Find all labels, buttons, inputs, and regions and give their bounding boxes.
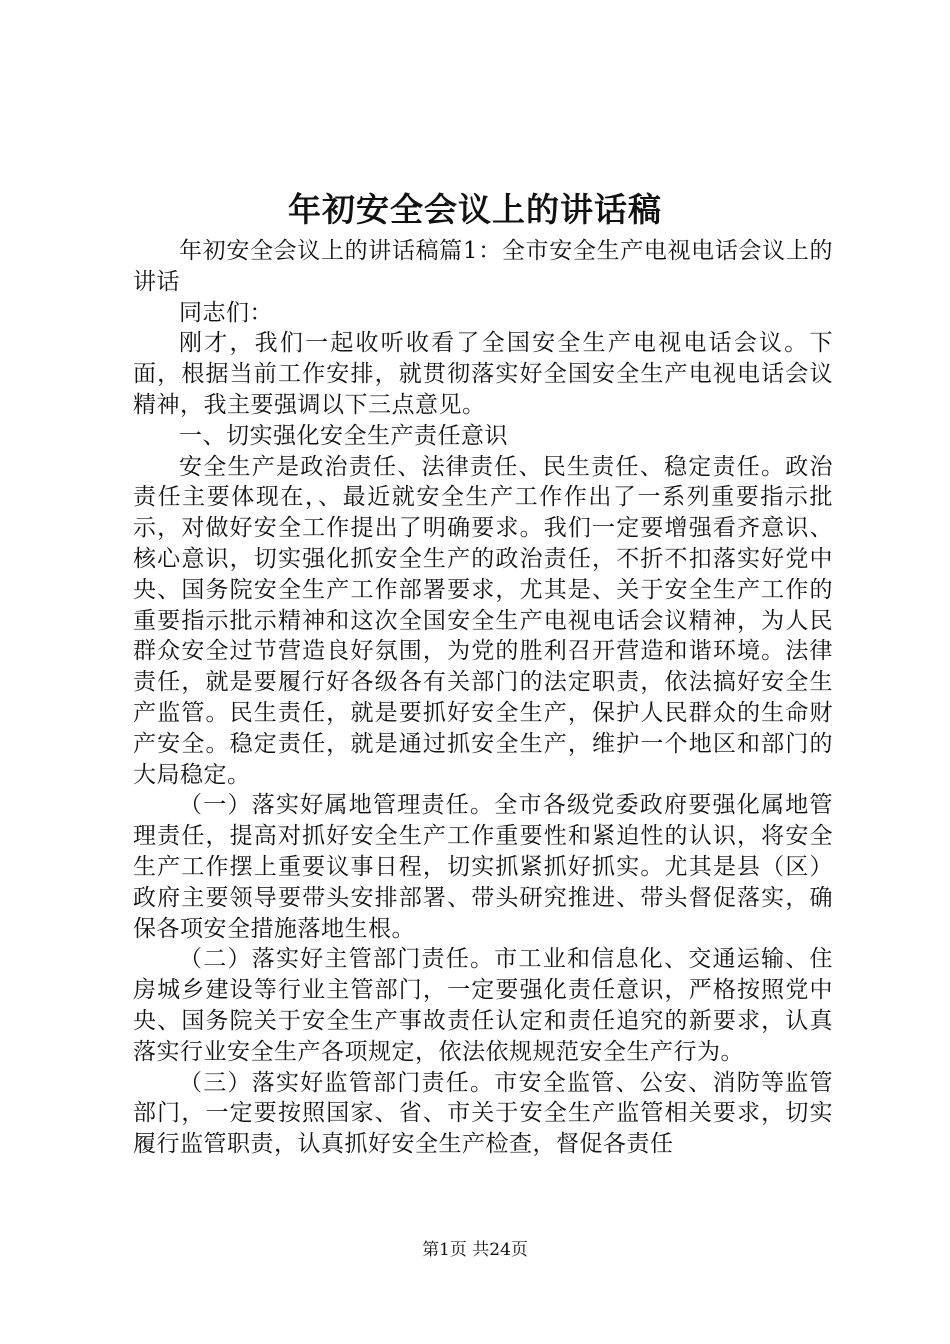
document-title: 年初安全会议上的讲话稿 [288, 190, 662, 229]
paragraph: 安全生产是政治责任、法律责任、民生责任、稳定责任。政治责任主要体现在，、最近就安全生产工作作出了一系列重要指示批示，对做好安全工作提出了明确要求。我们一定要增强看齐意识、核心意识，切实强化抓安全生产的政治责任，不折不扣落实好党中央、国务院安全生产工作部署要求，尤其是、关于安全生产工作的重要指示批示精神和这次全国安全生产电视电话会议精神，为人民群众安全过节营造良好氛围，为党的胜利召开营造和谐环境。法律责任，就是要履行好各级各有关部门的法定职责，依法搞好安全生产监管。民生责任，就是要抓好安全生产，保护人民群众的生命财产安全。稳定责任，就是通过抓安全生产，维护一个地区和部门的大局稳定。 [133, 453, 833, 788]
paragraph: （二）落实好主管部门责任。市工业和信息化、交通运输、住房城乡建设等行业主管部门，一定要强化责任意识，严格按照党中央、国务院关于安全生产事故责任认定和责任追究的新要求，认真落实行业安全生产各项规定，依法依规规范安全生产行为。 [133, 946, 833, 1065]
page-footer: 第1页 共24页 [422, 1240, 528, 1260]
paragraph: （一）落实好属地管理责任。全市各级党委政府要强化属地管理责任，提高对抓好安全生产工作重要性和紧迫性的认识，将安全生产工作摆上重要议事日程，切实抓紧抓好抓实。尤其是县（区）政府主要领导要带头安排部署、带头研究推进、带头督促落实，确保各项安全措施落地生根。 [133, 792, 833, 942]
paragraph: 刚才，我们一起收听收看了全国安全生产电视电话会议。下面，根据当前工作安排，就贯彻落实好全国安全生产电视电话会议精神，我主要强调以下三点意见。 [133, 330, 833, 418]
paragraph: 一、切实强化安全生产责任意识 [179, 422, 508, 449]
paragraph: （三）落实好监管部门责任。市安全监管、公安、消防等监管部门，一定要按照国家、省、市关于安全生产监管相关要求，切实履行监管职责，认真抓好安全生产检查，督促各责任 [133, 1069, 833, 1158]
paragraph: 同志们： [179, 299, 273, 326]
document-body [133, 236, 833, 1160]
paragraph: 年初安全会议上的讲话稿篇1：全市安全生产电视电话会议上的讲话 [133, 238, 833, 295]
